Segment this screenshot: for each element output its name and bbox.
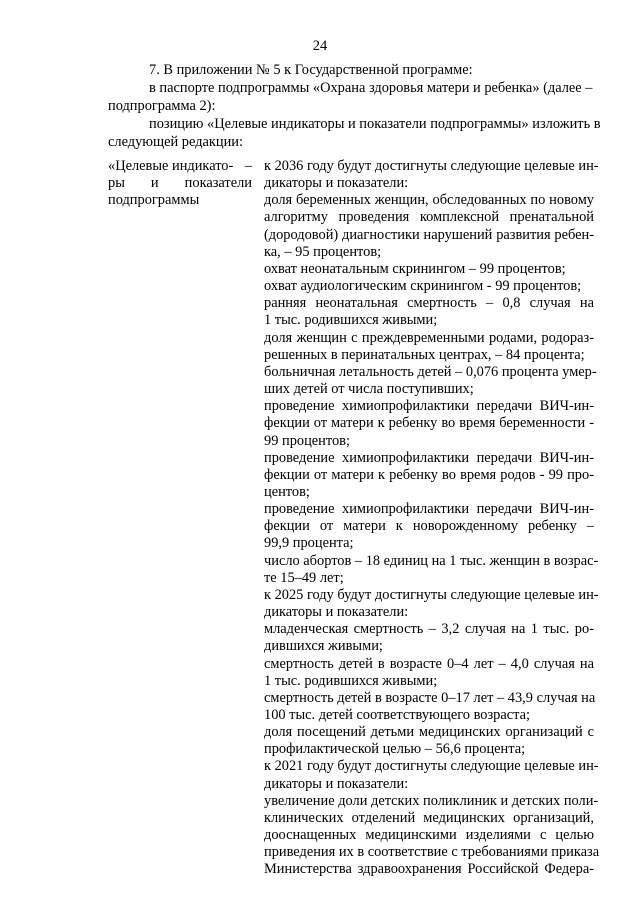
content-line: смертность детей в возрасте 0–4 лет – 4,0 случая на — [264, 655, 594, 672]
content-line: клинических отделений медицинских организаций, — [264, 809, 594, 826]
content-line: проведение химиопрофилактики передачи ВИЧ-ин- — [264, 449, 594, 466]
content-line: проведение химиопрофилактики передачи ВИЧ-ин- — [264, 398, 594, 415]
content-line: ших детей от числа поступивших; — [264, 381, 474, 398]
indicators-content — [264, 158, 600, 879]
label-word-i: и — [150, 175, 159, 192]
content-line: к 2036 году будут достигнуты следующие целевые ин- — [264, 158, 599, 174]
content-line: решенных в перинатальных центрах, – 84 процента; — [264, 346, 585, 363]
content-line: 1 тыс. родившихся живыми; — [264, 672, 438, 689]
intro-line-3b: следующей редакции: — [108, 134, 243, 150]
intro-line-1: 7. В приложении № 5 к Государственной программе: — [149, 62, 473, 78]
label-dash: – — [244, 158, 252, 174]
content-line: 99 процентов; — [264, 432, 350, 449]
content-line: дикаторы и показатели: — [264, 175, 409, 192]
content-line: доля беременных женщин, обследованных по новому — [264, 192, 594, 209]
content-line: приведения их в соответствие с требованиями приказа — [264, 844, 600, 861]
content-line: алгоритму проведения комплексной пренатальной — [264, 209, 594, 226]
content-line: к 2025 году будут достигнуты следующие целевые ин- — [264, 586, 599, 603]
label-word-ry: ры — [108, 175, 125, 192]
content-line: смертность детей в возрасте 0–17 лет – 43,9 случая на — [264, 689, 596, 706]
content-line: младенческая смертность – 3,2 случая на 1 тыс. ро- — [264, 621, 594, 638]
content-line: увеличение доли детских поликлиник и детских поли- — [264, 792, 599, 809]
label-line-3: подпрограммы — [108, 192, 200, 209]
content-line: фекции от матери к ребенку во время родов - 99 про- — [264, 466, 594, 483]
content-line: ка, – 95 процентов; — [264, 243, 382, 260]
content-line: (дородовой) диагностики нарушений развития ребен- — [264, 226, 594, 243]
content-line: профилактической целью – 56,6 процента; — [264, 741, 526, 758]
content-line: дооснащенных медицинскими изделиями с целью — [264, 827, 594, 844]
content-line: 1 тыс. родившихся живыми; — [264, 312, 438, 329]
content-line: доля посещений детьми медицинских организаций с — [264, 724, 594, 741]
position-label — [108, 158, 252, 210]
content-line: дикаторы и показатели: — [264, 775, 409, 792]
label-line-1-text: «Целевые индикато- — [108, 158, 234, 174]
content-line: 100 тыс. детей соответствующего возраста; — [264, 707, 530, 723]
content-line: Министерства здравоохранения Российской Федера- — [264, 861, 594, 878]
content-line: фекции от матери к ребенку во время беременности - — [264, 415, 594, 432]
content-line: охват аудиологическим скринингом - 99 процентов; — [264, 278, 582, 295]
content-line: фекции от матери к новорожденному ребенку – — [264, 518, 594, 535]
content-line: центов; — [264, 483, 310, 500]
label-line-1 — [108, 158, 252, 175]
content-line: 99,9 процента; — [264, 535, 354, 552]
content-line: к 2021 году будут достигнуты следующие целевые ин- — [264, 758, 599, 775]
intro-line-2b: подпрограмма 2): — [108, 98, 216, 114]
intro-line-3a: позицию «Целевые индикаторы и показатели подпрограммы» изложить в — [149, 116, 601, 132]
content-line: те 15–49 лет; — [264, 569, 344, 586]
content-line: доля женщин с преждевременными родами, родораз- — [264, 329, 594, 346]
content-line: проведение химиопрофилактики передачи ВИЧ-ин- — [264, 501, 594, 518]
label-line-2 — [108, 175, 252, 192]
content-line: больничная летальность детей – 0,076 процента умер- — [264, 363, 597, 380]
content-line: ранняя неонатальная смертность – 0,8 случая на — [264, 295, 594, 312]
intro-line-2a: в паспорте подпрограммы «Охрана здоровья матери и ребенка» (далее – — [149, 80, 593, 96]
intro-paragraphs — [108, 61, 601, 151]
label-word-pokazateli: показатели — [184, 175, 252, 192]
content-line: число абортов – 18 единиц на 1 тыс. женщин в возрас- — [264, 552, 599, 569]
content-line: дикаторы и показатели: — [264, 604, 409, 621]
content-line: дившихся живыми; — [264, 638, 383, 655]
page-number: 24 — [312, 38, 328, 54]
content-line: охват неонатальным скринингом – 99 процентов; — [264, 260, 566, 277]
